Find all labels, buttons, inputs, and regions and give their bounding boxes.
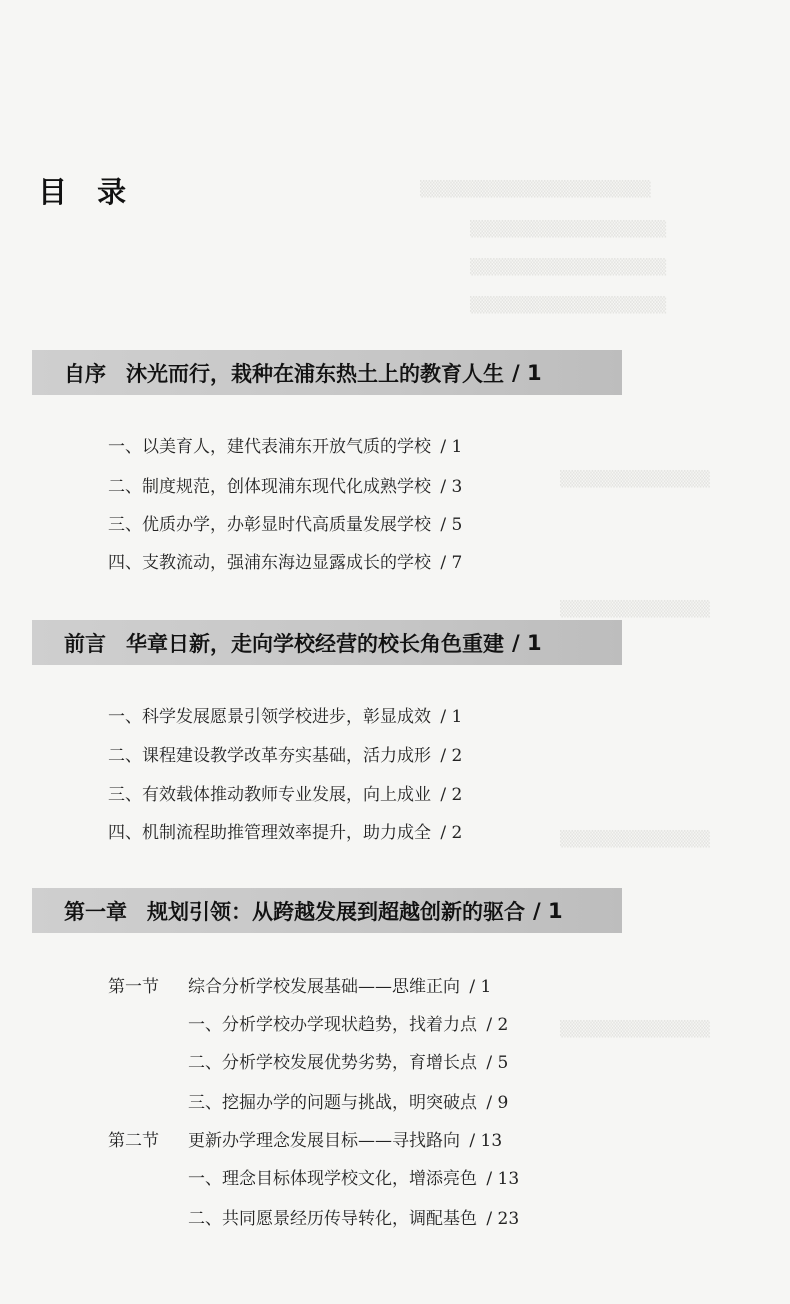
section-page: / 1 [533,898,563,923]
section-title: 沐光而行，栽种在浦东热土上的教育人生 [126,361,504,386]
entry-page: / 5 [440,515,463,535]
entry-page: / 2 [486,1015,509,1035]
section-title: 规划引领：从跨越发展到超越创新的驱合 [147,899,525,924]
entry-page: / 13 [469,1131,503,1151]
subsection-entry[interactable] [108,976,159,998]
section-title: 华章日新，走向学校经营的校长角色重建 [126,631,504,656]
subsection-title-entry[interactable] [188,976,491,998]
entry-page: / 2 [440,746,463,766]
bleed-through-texture: ▒▒▒▒▒▒▒▒▒▒▒▒▒▒▒▒▒ [470,296,667,314]
subsection-title: 综合分析学校发展基础——思维正向 [188,977,460,997]
subsection-label: 第二节 [108,1131,159,1151]
entry-text: 一、理念目标体现学校文化，增添亮色 [188,1169,477,1189]
entry-page: / 1 [440,707,463,727]
section-header-foreword[interactable] [32,620,622,665]
toc-entry[interactable] [108,514,462,536]
bleed-through-texture: ▒▒▒▒▒▒▒▒▒▒▒▒▒▒▒▒▒ [470,220,667,238]
toc-entry[interactable] [108,436,462,458]
entry-page: / 2 [440,823,463,843]
entry-text: 一、科学发展愿景引领学校进步，彰显成效 [108,707,431,727]
toc-entry[interactable] [108,784,462,806]
toc-entry[interactable] [188,1168,519,1190]
entry-text: 一、以美育人，建代表浦东开放气质的学校 [108,437,431,457]
entry-text: 四、支教流动，强浦东海边显露成长的学校 [108,553,431,573]
toc-entry[interactable] [188,1092,508,1114]
section-page: / 1 [512,630,542,655]
toc-entry[interactable] [188,1052,508,1074]
entry-page: / 3 [440,477,463,497]
bleed-through-texture: ▒▒▒▒▒▒▒▒▒▒▒▒▒ [560,1020,710,1038]
subsection-entry[interactable] [108,1130,159,1152]
toc-entry[interactable] [188,1014,508,1036]
entry-text: 四、机制流程助推管理效率提升，助力成全 [108,823,431,843]
bleed-through-texture: ▒▒▒▒▒▒▒▒▒▒▒▒▒ [560,830,710,848]
bleed-through-texture: ▒▒▒▒▒▒▒▒▒▒▒▒▒ [560,470,710,488]
section-label: 自序 [64,361,106,386]
subsection-title: 更新办学理念发展目标——寻找路向 [188,1131,460,1151]
entry-text: 二、制度规范，创体现浦东现代化成熟学校 [108,477,431,497]
toc-entry[interactable] [108,822,462,844]
entry-text: 二、共同愿景经历传导转化，调配基色 [188,1209,477,1229]
entry-text: 三、挖掘办学的问题与挑战，明突破点 [188,1093,477,1113]
toc-entry[interactable] [108,552,462,574]
toc-entry[interactable] [108,706,462,728]
toc-entry[interactable] [108,745,462,767]
entry-page: / 1 [469,977,492,997]
section-header-preface[interactable] [32,350,622,395]
entry-text: 一、分析学校办学现状趋势，找着力点 [188,1015,477,1035]
toc-entry[interactable] [108,476,462,498]
entry-page: / 9 [486,1093,509,1113]
entry-page: / 7 [440,553,463,573]
toc-title: 目 录 [38,175,137,209]
entry-page: / 23 [486,1209,520,1229]
bleed-through-texture: ▒▒▒▒▒▒▒▒▒▒▒▒▒▒▒▒▒▒▒▒ [420,180,651,198]
entry-text: 三、优质办学，办彰显时代高质量发展学校 [108,515,431,535]
bleed-through-texture: ▒▒▒▒▒▒▒▒▒▒▒▒▒▒▒▒▒ [470,258,667,276]
entry-text: 三、有效载体推动教师专业发展，向上成业 [108,785,431,805]
entry-page: / 1 [440,437,463,457]
section-label: 前言 [64,631,106,656]
entry-text: 二、分析学校发展优势劣势，育增长点 [188,1053,477,1073]
bleed-through-texture: ▒▒▒▒▒▒▒▒▒▒▒▒▒ [560,600,710,618]
section-page: / 1 [512,360,542,385]
entry-page: / 13 [486,1169,520,1189]
subsection-label: 第一节 [108,977,159,997]
entry-page: / 5 [486,1053,509,1073]
section-header-chapter-1[interactable] [32,888,622,933]
subsection-title-entry[interactable] [188,1130,502,1152]
toc-entry[interactable] [188,1208,519,1230]
entry-text: 二、课程建设教学改革夯实基础，活力成形 [108,746,431,766]
section-label: 第一章 [64,899,127,924]
entry-page: / 2 [440,785,463,805]
